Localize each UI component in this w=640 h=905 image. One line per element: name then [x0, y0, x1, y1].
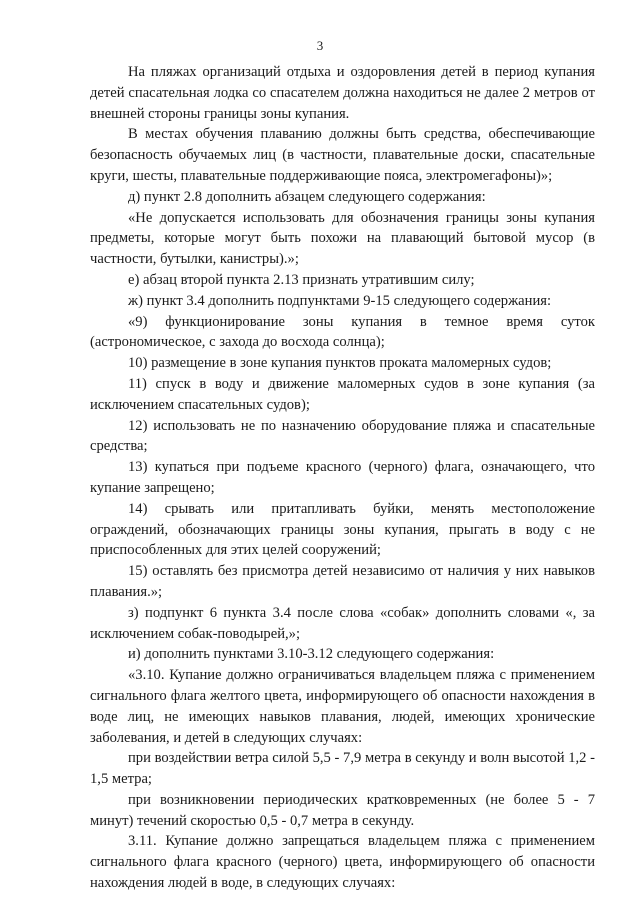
paragraph: при возникновении периодических кратковременных (не более 5 - 7 минут) течений скоростью 0,5 - 0,7 метра в секунду.	[90, 791, 595, 829]
paragraph: и) дополнить пунктами 3.10-3.12 следующего содержания:	[128, 646, 495, 663]
paragraph: «9) функционирование зоны купания в темное время суток (астрономическое, с захода до восхода солнца);	[90, 313, 595, 351]
paragraph: д) пункт 2.8 дополнить абзацем следующего содержания:	[128, 188, 486, 205]
paragraph: е) абзац второй пункта 2.13 признать утратившим силу;	[128, 271, 475, 288]
document-body	[90, 62, 595, 894]
paragraph: «3.10. Купание должно ограничиваться владельцем пляжа с применением сигнального флага желтого цвета, информирующего об опасности нахождения в воде лиц, не имеющих навыков плавания, людей, имеющих хронические заболевания, и детей в следующих случаях:	[90, 667, 595, 746]
paragraph: 3.11. Купание должно запрещаться владельцем пляжа с применением сигнального флага красного (черного) цвета, информирующего об опасности нахождения людей в воде, в следующих случаях:	[90, 833, 595, 892]
page-number: 3	[316, 38, 324, 53]
paragraph: 11) спуск в воду и движение маломерных судов в зоне купания (за исключением спасательных судов);	[90, 375, 595, 413]
paragraph: 10) размещение в зоне купания пунктов проката маломерных судов;	[128, 355, 552, 372]
paragraph: ж) пункт 3.4 дополнить подпунктами 9-15 следующего содержания:	[128, 292, 552, 309]
paragraph: 14) срывать или притапливать буйки, менять местоположение ограждений, обозначающих границы зоны купания, прыгать в воду с не приспособленных для этих целей сооружений;	[90, 500, 595, 559]
paragraph: В местах обучения плаванию должны быть средства, обеспечивающие безопасность обучаемых лиц (в частности, плавательные доски, спасательные круги, шесты, плавательные поддерживающие пояса, электромегафоны)»;	[90, 126, 595, 184]
paragraph: 12) использовать не по назначению оборудование пляжа и спасательные средства;	[90, 417, 595, 455]
paragraph: 15) оставлять без присмотра детей независимо от наличия у них навыков плавания.»;	[90, 563, 595, 600]
paragraph: при воздействии ветра силой 5,5 - 7,9 метра в секунду и волн высотой 1,2 - 1,5 метра;	[90, 750, 595, 788]
paragraph: з) подпункт 6 пункта 3.4 после слова «собак» дополнить словами «, за исключением собак-поводырей,»;	[90, 604, 595, 642]
paragraph: 13) купаться при подъеме красного (черного) флага, означающего, что купание запрещено;	[90, 459, 595, 496]
paragraph: «Не допускается использовать для обозначения границы зоны купания предметы, которые могут быть похожи на плавающий бытовой мусор (в частности, бутылки, канистры).»;	[90, 209, 595, 268]
paragraph: На пляжах организаций отдыха и оздоровления детей в период купания детей спасательная лодка со спасателем должна находиться не далее 2 метров от внешней стороны границы зоны купания.	[90, 64, 595, 122]
